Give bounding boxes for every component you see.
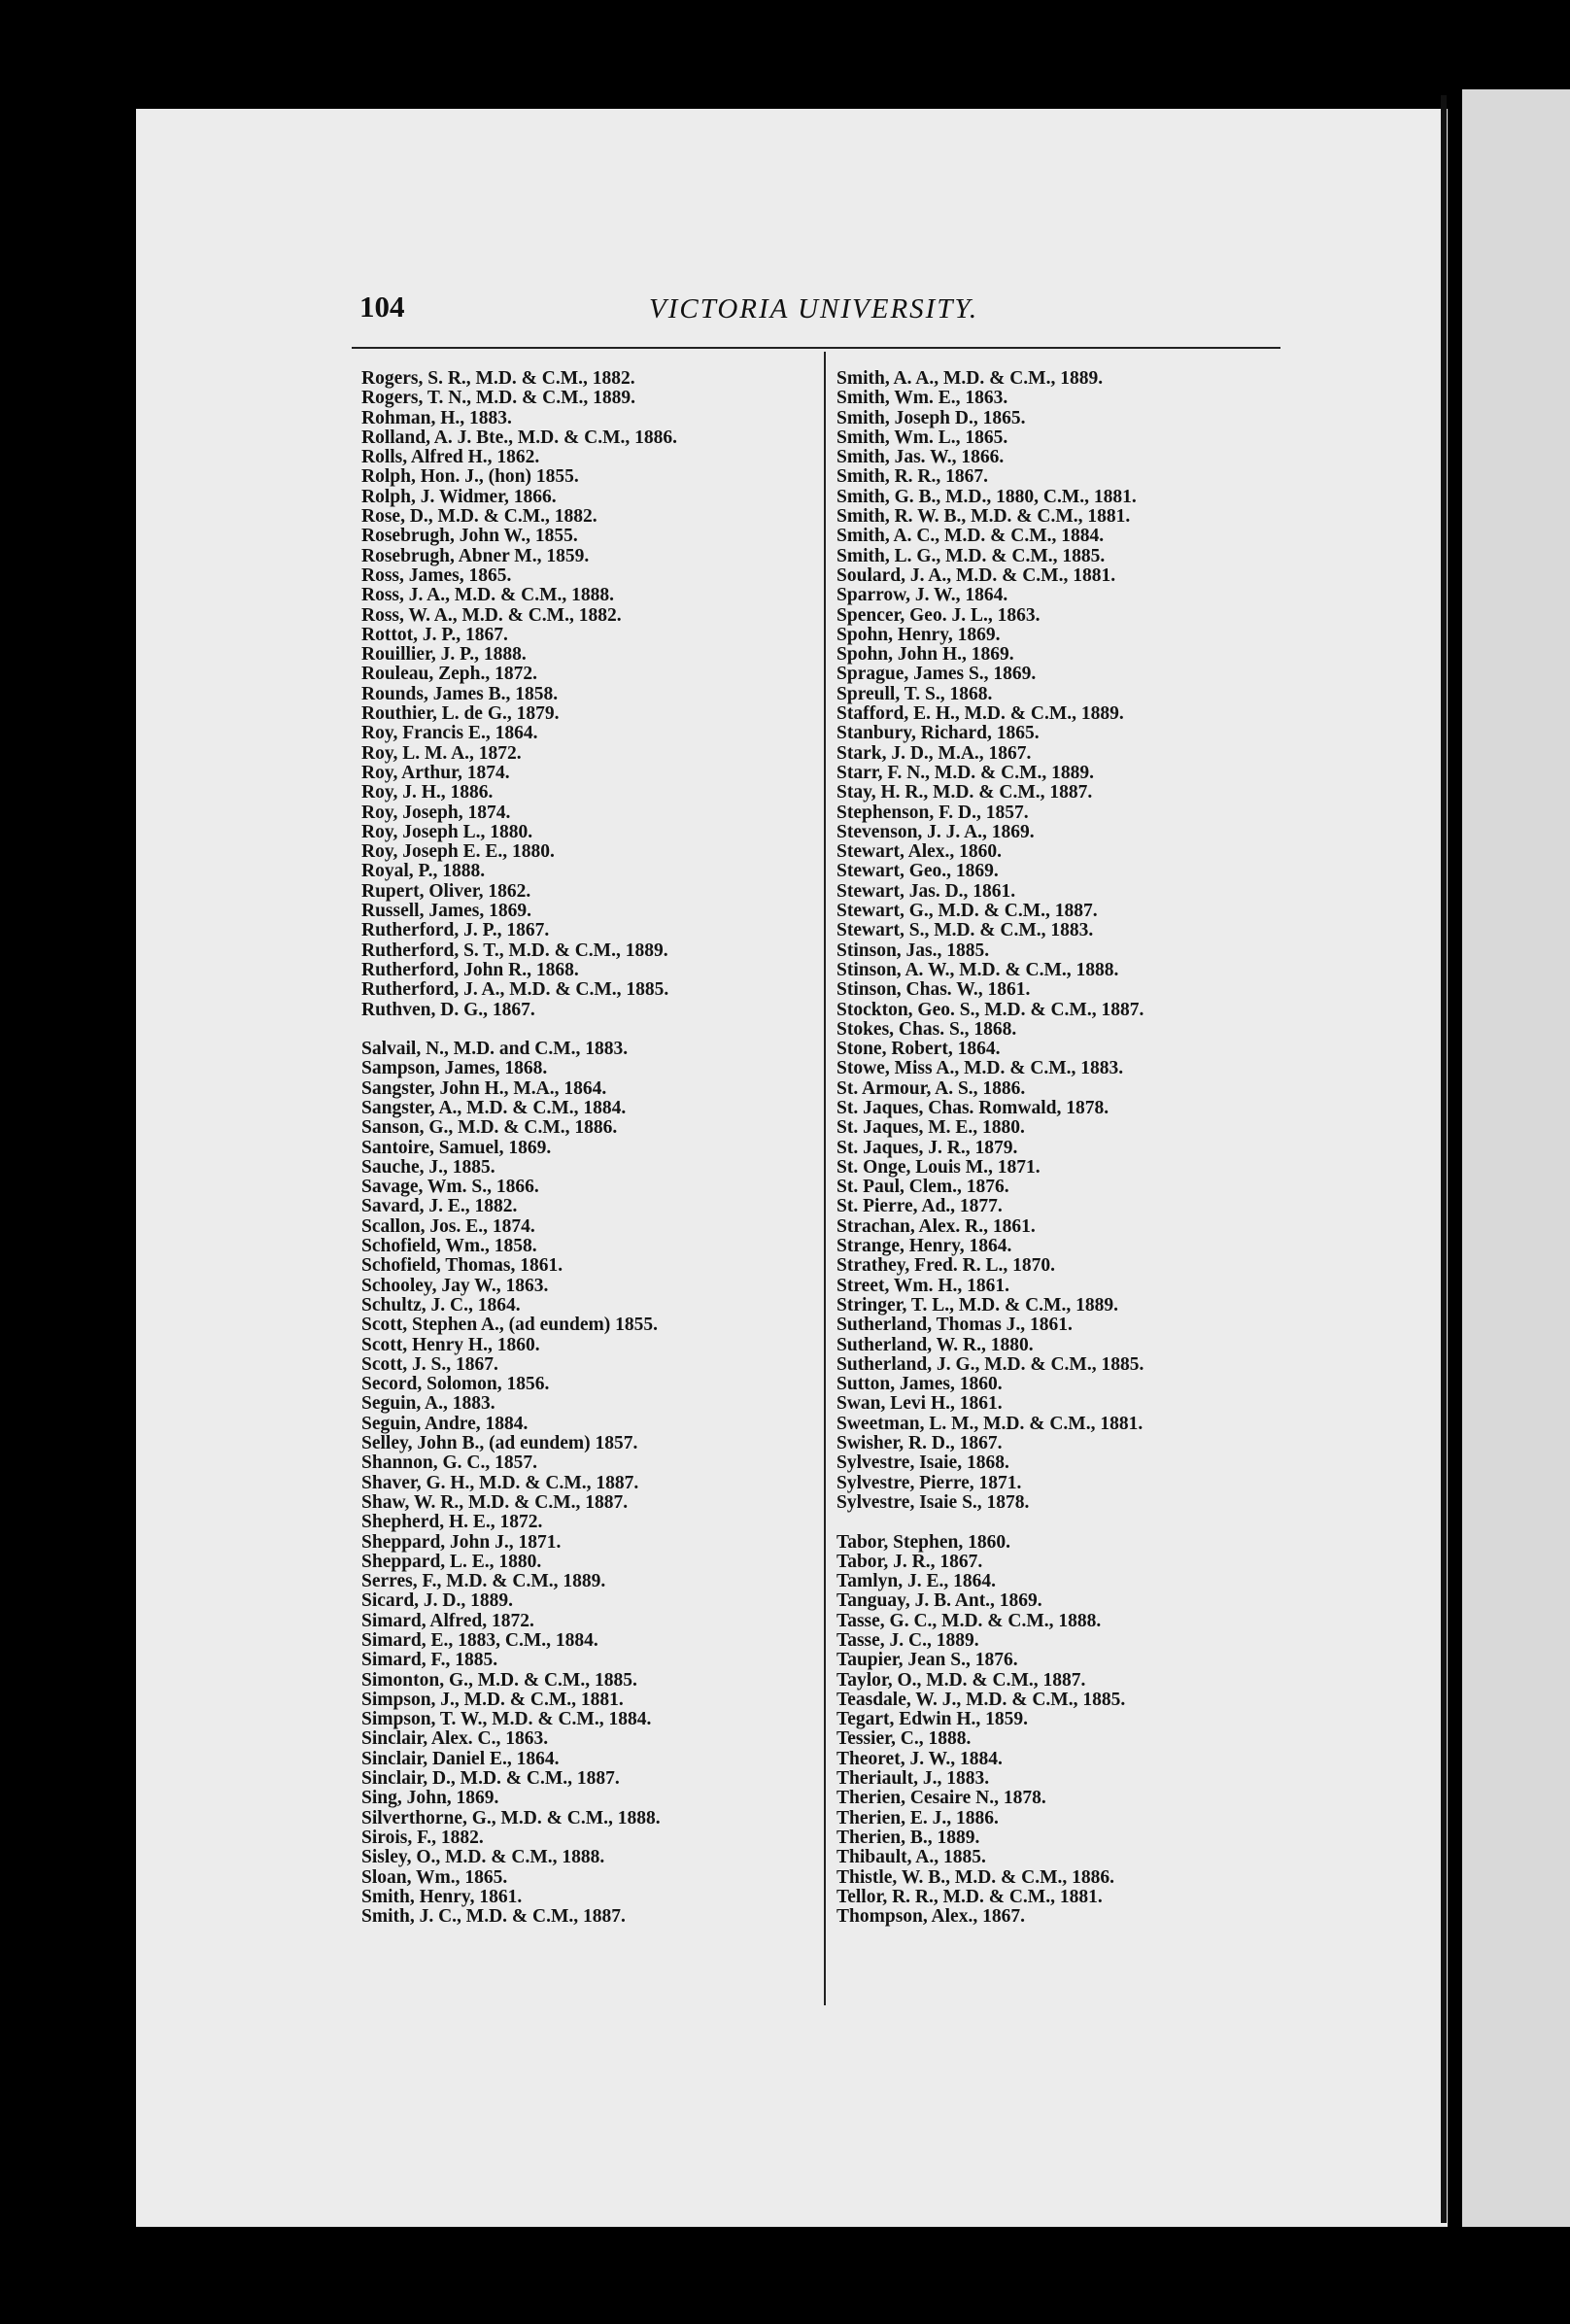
list-item: Rogers, S. R., M.D. & C.M., 1882.: [361, 368, 635, 389]
list-item: Tanguay, J. B. Ant., 1869.: [836, 1590, 1042, 1612]
list-item: Roy, J. H., 1886.: [361, 782, 494, 803]
list-item: Simard, Alfred, 1872.: [361, 1610, 534, 1631]
list-item: Simard, E., 1883, C.M., 1884.: [361, 1630, 598, 1651]
group-spacer: [361, 1020, 677, 1040]
list-item: Spohn, Henry, 1869.: [836, 624, 1001, 645]
list-item: Stewart, Alex., 1860.: [836, 841, 1003, 863]
list-item: Sutton, James, 1860.: [836, 1374, 1003, 1395]
list-item: Scott, Henry H., 1860.: [361, 1334, 540, 1355]
list-item: Strathey, Fred. R. L., 1870.: [836, 1255, 1055, 1277]
list-item: Russell, James, 1869.: [361, 901, 531, 922]
list-item: Tabor, J. R., 1867.: [836, 1551, 983, 1572]
list-item: Rolph, Hon. J., (hon) 1855.: [361, 466, 579, 488]
list-item: Stokes, Chas. S., 1868.: [836, 1018, 1017, 1040]
list-item: Secord, Solomon, 1856.: [361, 1374, 550, 1395]
list-item: Soulard, J. A., M.D. & C.M., 1881.: [836, 564, 1116, 586]
list-item: Sauche, J., 1885.: [361, 1156, 495, 1178]
list-item: Rutherford, John R., 1868.: [361, 959, 579, 980]
list-item: Spencer, Geo. J. L., 1863.: [836, 604, 1041, 626]
list-item: Stewart, Geo., 1869.: [836, 861, 999, 882]
list-item: Savard, J. E., 1882.: [361, 1196, 518, 1217]
list-item: Roy, Joseph, 1874.: [361, 802, 511, 823]
list-item: Taylor, O., M.D. & C.M., 1887.: [836, 1669, 1086, 1691]
list-item: Stanbury, Richard, 1865.: [836, 723, 1040, 744]
list-item: Teasdale, W. J., M.D. & C.M., 1885.: [836, 1689, 1126, 1710]
list-item: Stephenson, F. D., 1857.: [836, 802, 1029, 823]
list-item: Strachan, Alex. R., 1861.: [836, 1215, 1036, 1237]
list-item: Thompson, Alex., 1867.: [836, 1906, 1025, 1928]
running-title: VICTORIA UNIVERSITY.: [649, 293, 979, 325]
list-item: Sylvestre, Isaie, 1868.: [836, 1452, 1009, 1474]
list-item: Stinson, Chas. W., 1861.: [836, 979, 1031, 1001]
list-item: Rose, D., M.D. & C.M., 1882.: [361, 506, 597, 528]
list-item: Rutherford, S. T., M.D. & C.M., 1889.: [361, 940, 668, 961]
right-group-t: [836, 1533, 1143, 1928]
list-item: Schooley, Jay W., 1863.: [361, 1275, 549, 1296]
list-item: Smith, J. C., M.D. & C.M., 1887.: [361, 1906, 626, 1928]
list-item: Smith, R. R., 1867.: [836, 466, 989, 488]
list-item: Simonton, G., M.D. & C.M., 1885.: [361, 1669, 637, 1691]
list-item: Tessier, C., 1888.: [836, 1728, 972, 1750]
list-item: Roy, L. M. A., 1872.: [361, 742, 522, 764]
list-item: Smith, R. W. B., M.D. & C.M., 1881.: [836, 506, 1131, 528]
list-item: St. Jaques, M. E., 1880.: [836, 1117, 1025, 1139]
list-item: Shaw, W. R., M.D. & C.M., 1887.: [361, 1491, 629, 1513]
list-item: Simpson, T. W., M.D. & C.M., 1884.: [361, 1709, 652, 1730]
list-item: Rottot, J. P., 1867.: [361, 624, 508, 645]
list-item: Rogers, T. N., M.D. & C.M., 1889.: [361, 388, 635, 409]
scanned-page: [136, 109, 1448, 2227]
list-item: Spreull, T. S., 1868.: [836, 683, 993, 704]
right-group-s: [836, 369, 1143, 1513]
list-item: Stone, Robert, 1864.: [836, 1039, 1001, 1060]
list-item: Simard, F., 1885.: [361, 1650, 498, 1671]
list-item: Roy, Arthur, 1874.: [361, 762, 510, 783]
list-item: Sweetman, L. M., M.D. & C.M., 1881.: [836, 1413, 1143, 1434]
list-item: Rolland, A. J. Bte., M.D. & C.M., 1886.: [361, 427, 677, 448]
list-item: Scallon, Jos. E., 1874.: [361, 1215, 535, 1237]
list-item: Tabor, Stephen, 1860.: [836, 1531, 1010, 1553]
list-item: Silverthorne, G., M.D. & C.M., 1888.: [361, 1807, 661, 1828]
list-item: Stafford, E. H., M.D. & C.M., 1889.: [836, 703, 1124, 725]
list-item: Stay, H. R., M.D. & C.M., 1887.: [836, 782, 1093, 803]
list-item: Sangster, A., M.D. & C.M., 1884.: [361, 1097, 627, 1118]
list-item: St. Jaques, J. R., 1879.: [836, 1137, 1018, 1158]
list-item: Stringer, T. L., M.D. & C.M., 1889.: [836, 1294, 1118, 1316]
page-edge-rule: [1441, 95, 1447, 2223]
list-item: Seguin, Andre, 1884.: [361, 1413, 529, 1434]
list-item: Smith, Wm. L., 1865.: [836, 427, 1008, 448]
list-item: Therien, Cesaire N., 1878.: [836, 1788, 1046, 1809]
list-item: Therien, E. J., 1886.: [836, 1807, 999, 1828]
page-number: 104: [359, 290, 405, 324]
list-item: Tasse, J. C., 1889.: [836, 1630, 979, 1651]
list-item: Simpson, J., M.D. & C.M., 1881.: [361, 1689, 624, 1710]
list-item: Stinson, Jas., 1885.: [836, 940, 990, 961]
list-item: Santoire, Samuel, 1869.: [361, 1137, 552, 1158]
list-item: Sisley, O., M.D. & C.M., 1888.: [361, 1847, 605, 1868]
list-item: Sutherland, Thomas J., 1861.: [836, 1315, 1073, 1336]
list-item: Therien, B., 1889.: [836, 1827, 980, 1848]
list-item: Schofield, Wm., 1858.: [361, 1236, 537, 1257]
list-item: Stewart, G., M.D. & C.M., 1887.: [836, 901, 1098, 922]
list-item: Tasse, G. C., M.D. & C.M., 1888.: [836, 1610, 1102, 1631]
list-item: Ross, James, 1865.: [361, 564, 512, 586]
list-item: St. Armour, A. S., 1886.: [836, 1077, 1026, 1099]
group-spacer: [836, 1513, 1143, 1532]
list-item: Sangster, John H., M.A., 1864.: [361, 1077, 607, 1099]
list-item: Ross, W. A., M.D. & C.M., 1882.: [361, 604, 622, 626]
list-item: Thistle, W. B., M.D. & C.M., 1886.: [836, 1866, 1115, 1888]
list-item: Rouleau, Zeph., 1872.: [361, 664, 537, 685]
list-item: Stark, J. D., M.A., 1867.: [836, 742, 1032, 764]
list-item: Street, Wm. H., 1861.: [836, 1275, 1010, 1296]
list-item: Rupert, Oliver, 1862.: [361, 880, 531, 902]
list-item: Roy, Francis E., 1864.: [361, 723, 538, 744]
list-item: Smith, Wm. E., 1863.: [836, 388, 1008, 409]
list-item: Roy, Joseph L., 1880.: [361, 821, 533, 842]
list-item: Rolls, Alfred H., 1862.: [361, 447, 540, 468]
list-item: Roy, Joseph E. E., 1880.: [361, 841, 555, 863]
list-item: Salvail, N., M.D. and C.M., 1883.: [361, 1039, 629, 1060]
list-item: Smith, Joseph D., 1865.: [836, 407, 1026, 428]
list-item: Ross, J. A., M.D. & C.M., 1888.: [361, 585, 614, 606]
list-item: Starr, F. N., M.D. & C.M., 1889.: [836, 762, 1095, 783]
list-item: Sheppard, L. E., 1880.: [361, 1551, 542, 1572]
list-item: Sylvestre, Pierre, 1871.: [836, 1472, 1022, 1493]
list-item: Shaver, G. H., M.D. & C.M., 1887.: [361, 1472, 639, 1493]
list-item: Serres, F., M.D. & C.M., 1889.: [361, 1571, 606, 1592]
list-item: Rutherford, J. P., 1867.: [361, 920, 550, 941]
list-item: Sinclair, D., M.D. & C.M., 1887.: [361, 1768, 620, 1790]
list-item: Seguin, A., 1883.: [361, 1393, 495, 1415]
list-item: St. Pierre, Ad., 1877.: [836, 1196, 1003, 1217]
list-item: Theriault, J., 1883.: [836, 1768, 990, 1790]
list-item: Smith, Jas. W., 1866.: [836, 447, 1005, 468]
adjacent-page-strip: [1462, 89, 1570, 2227]
list-item: Routhier, L. de G., 1879.: [361, 703, 560, 725]
list-item: St. Paul, Clem., 1876.: [836, 1177, 1009, 1198]
list-item: Schofield, Thomas, 1861.: [361, 1255, 563, 1277]
list-item: Smith, A. A., M.D. & C.M., 1889.: [836, 368, 1104, 389]
list-item: Sanson, G., M.D. & C.M., 1886.: [361, 1117, 618, 1139]
list-item: Strange, Henry, 1864.: [836, 1236, 1012, 1257]
list-item: St. Jaques, Chas. Romwald, 1878.: [836, 1097, 1109, 1118]
list-item: Rounds, James B., 1858.: [361, 683, 559, 704]
list-item: St. Onge, Louis M., 1871.: [836, 1156, 1041, 1178]
list-item: Rolph, J. Widmer, 1866.: [361, 486, 557, 507]
list-item: Spohn, John H., 1869.: [836, 644, 1014, 666]
list-item: Smith, A. C., M.D. & C.M., 1884.: [836, 526, 1105, 547]
list-item: Sicard, J. D., 1889.: [361, 1590, 513, 1612]
list-item: Shannon, G. C., 1857.: [361, 1452, 537, 1474]
list-item: Thibault, A., 1885.: [836, 1847, 986, 1868]
list-item: Rohman, H., 1883.: [361, 407, 512, 428]
list-item: Shepherd, H. E., 1872.: [361, 1512, 543, 1533]
list-item: Tamlyn, J. E., 1864.: [836, 1571, 996, 1592]
list-item: Scott, Stephen A., (ad eundem) 1855.: [361, 1315, 658, 1336]
list-item: Sampson, James, 1868.: [361, 1058, 548, 1079]
list-item: Rouillier, J. P., 1888.: [361, 644, 527, 666]
list-item: Smith, Henry, 1861.: [361, 1886, 523, 1907]
list-item: Tellor, R. R., M.D. & C.M., 1881.: [836, 1886, 1103, 1907]
column-divider: [824, 352, 826, 2005]
list-item: Sloan, Wm., 1865.: [361, 1866, 508, 1888]
list-item: Stewart, Jas. D., 1861.: [836, 880, 1016, 902]
list-item: Swisher, R. D., 1867.: [836, 1433, 1003, 1454]
left-column: [361, 369, 677, 1927]
list-item: Scott, J. S., 1867.: [361, 1353, 498, 1375]
list-item: Sinclair, Alex. C., 1863.: [361, 1728, 549, 1750]
list-item: Savage, Wm. S., 1866.: [361, 1177, 539, 1198]
left-group-r: [361, 369, 677, 1020]
list-item: Sheppard, John J., 1871.: [361, 1531, 562, 1553]
left-group-s: [361, 1040, 677, 1927]
list-item: Smith, L. G., M.D. & C.M., 1885.: [836, 545, 1106, 566]
list-item: Royal, P., 1888.: [361, 861, 486, 882]
list-item: Sylvestre, Isaie S., 1878.: [836, 1491, 1030, 1513]
list-item: Taupier, Jean S., 1876.: [836, 1650, 1018, 1671]
list-item: Sutherland, J. G., M.D. & C.M., 1885.: [836, 1353, 1144, 1375]
list-item: Schultz, J. C., 1864.: [361, 1294, 521, 1316]
list-item: Stinson, A. W., M.D. & C.M., 1888.: [836, 959, 1119, 980]
list-item: Tegart, Edwin H., 1859.: [836, 1709, 1029, 1730]
list-item: Selley, John B., (ad eundem) 1857.: [361, 1433, 638, 1454]
list-item: Rutherford, J. A., M.D. & C.M., 1885.: [361, 979, 669, 1001]
right-column: [836, 369, 1143, 1927]
list-item: Sutherland, W. R., 1880.: [836, 1334, 1034, 1355]
list-item: Smith, G. B., M.D., 1880, C.M., 1881.: [836, 486, 1137, 507]
list-item: Rosebrugh, John W., 1855.: [361, 526, 578, 547]
list-item: Sirois, F., 1882.: [361, 1827, 484, 1848]
list-item: Stewart, S., M.D. & C.M., 1883.: [836, 920, 1094, 941]
list-item: Sparrow, J. W., 1864.: [836, 585, 1008, 606]
list-item: Stockton, Geo. S., M.D. & C.M., 1887.: [836, 999, 1144, 1020]
list-item: Stowe, Miss A., M.D. & C.M., 1883.: [836, 1058, 1124, 1079]
page-header: [359, 290, 1282, 338]
list-item: Stevenson, J. J. A., 1869.: [836, 821, 1035, 842]
list-item: Swan, Levi H., 1861.: [836, 1393, 1003, 1415]
list-item: Theoret, J. W., 1884.: [836, 1748, 1003, 1769]
list-item: Ruthven, D. G., 1867.: [361, 999, 535, 1020]
list-item: Sing, John, 1869.: [361, 1788, 499, 1809]
list-item: Rosebrugh, Abner M., 1859.: [361, 545, 590, 566]
list-item: Sprague, James S., 1869.: [836, 664, 1037, 685]
list-item: Sinclair, Daniel E., 1864.: [361, 1748, 560, 1769]
header-rule: [352, 347, 1280, 349]
